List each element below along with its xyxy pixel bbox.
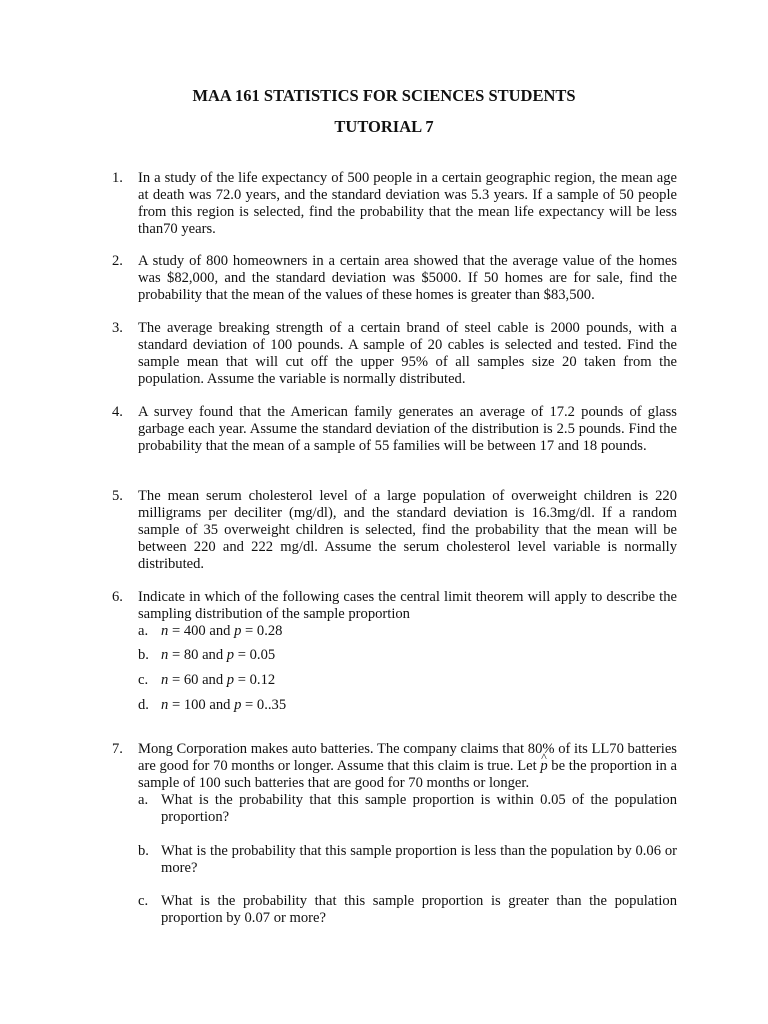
question-text: A survey found that the American family generates an average of 17.2 pounds of glass garbage each year. Assume the standard deviation of the distribution is 2.5 pounds. Find the probability that the mean of a sample of 55 families will be between 17 and 18 pounds. — [138, 404, 677, 454]
case-a: a. n = 400 and p = 0.28 — [138, 623, 283, 639]
question-number: 4. — [112, 404, 123, 420]
case-n-value: 100 — [183, 697, 206, 713]
question-5 — [112, 488, 677, 573]
part-c — [138, 893, 677, 927]
case-d: d. n = 100 and p = 0..35 — [138, 697, 287, 713]
question-text: Mong Corporation makes auto batteries. The company claims that 80% of its LL70 batteries are good for 70 months or longer. Assume that this claim is true. Let ^ p be the proportion in a sample of 100 such batteries that are good for 70 months or longer. — [138, 741, 677, 792]
question-4 — [112, 404, 677, 455]
page-title: MAA 161 STATISTICS FOR SCIENCES STUDENTS — [192, 86, 576, 105]
case-c: c. n = 60 and p = 0.12 — [138, 672, 276, 688]
question-6 — [112, 589, 677, 623]
question-text: The mean serum cholesterol level of a large population of overweight children is 220 milligrams per deciliter (mg/dl), and the standard deviation is 16.3mg/dl. If a random sample of 35 overweight children is selected, find the probability that the mean will be between 220 and 222 mg/dl. Assume the serum cholesterol level variable is normally distributed. — [138, 488, 677, 572]
part-a — [138, 792, 677, 826]
question-1 — [112, 170, 677, 238]
question-2 — [112, 253, 677, 304]
part-label: c. — [138, 893, 149, 909]
question-text: Indicate in which of the following cases the central limit theorem will apply to describe the sampling distribution of the sample proportion — [138, 589, 677, 622]
question-number: 5. — [112, 488, 123, 504]
case-n-value: 80 — [183, 647, 199, 663]
part-text: What is the probability that this sample proportion is less than the population by 0.06 or more? — [161, 843, 677, 876]
case-label: a. — [138, 623, 149, 639]
part-b — [138, 843, 677, 877]
case-p-value: 0.12 — [249, 672, 276, 688]
question-7 — [112, 741, 677, 792]
part-text: What is the probability that this sample proportion is greater than the population proportion by 0.07 or more? — [161, 893, 677, 926]
case-label: b. — [138, 647, 149, 663]
part-text: What is the probability that this sample proportion is within 0.05 of the population proportion? — [161, 792, 677, 825]
part-label: a. — [138, 792, 149, 808]
case-p-value: 0.28 — [256, 623, 283, 639]
case-b: b. n = 80 and p = 0.05 — [138, 647, 276, 663]
question-number: 1. — [112, 170, 123, 186]
question-text: The average breaking strength of a certain brand of steel cable is 2000 pounds, with a standard deviation of 100 pounds. A sample of 20 cables is selected and tested. Find the sample mean that will cut off the upper 95% of all samples size 20 taken from the population. Assume the variable is normally distributed. — [138, 320, 677, 387]
question-number: 7. — [112, 741, 123, 757]
case-label: d. — [138, 697, 149, 713]
question-text: In a study of the life expectancy of 500 people in a certain geographic region, the mean age at death was 72.0 years, and the standard deviation was 5.3 years. If a sample of 50 people from this region is selected, find the probability that the mean life expectancy will be less than70 years. — [138, 170, 677, 237]
case-n-value: 60 — [183, 672, 199, 688]
question-3 — [112, 320, 677, 388]
question-number: 6. — [112, 589, 123, 605]
case-p-value: 0..35 — [256, 697, 287, 713]
p-hat-symbol: ^ p — [540, 758, 547, 775]
case-label: c. — [138, 672, 149, 688]
page-subtitle: TUTORIAL 7 — [334, 117, 434, 136]
question-text: A study of 800 homeowners in a certain area showed that the average value of the homes was $82,000, and the standard deviation was $5000. If 50 homes are for sale, find the probability that the mean of the values of these homes is greater than $83,500. — [138, 253, 677, 303]
question-number: 2. — [112, 253, 123, 269]
case-n-value: 400 — [183, 623, 206, 639]
question-number: 3. — [112, 320, 123, 336]
case-p-value: 0.05 — [249, 647, 276, 663]
part-label: b. — [138, 843, 149, 859]
